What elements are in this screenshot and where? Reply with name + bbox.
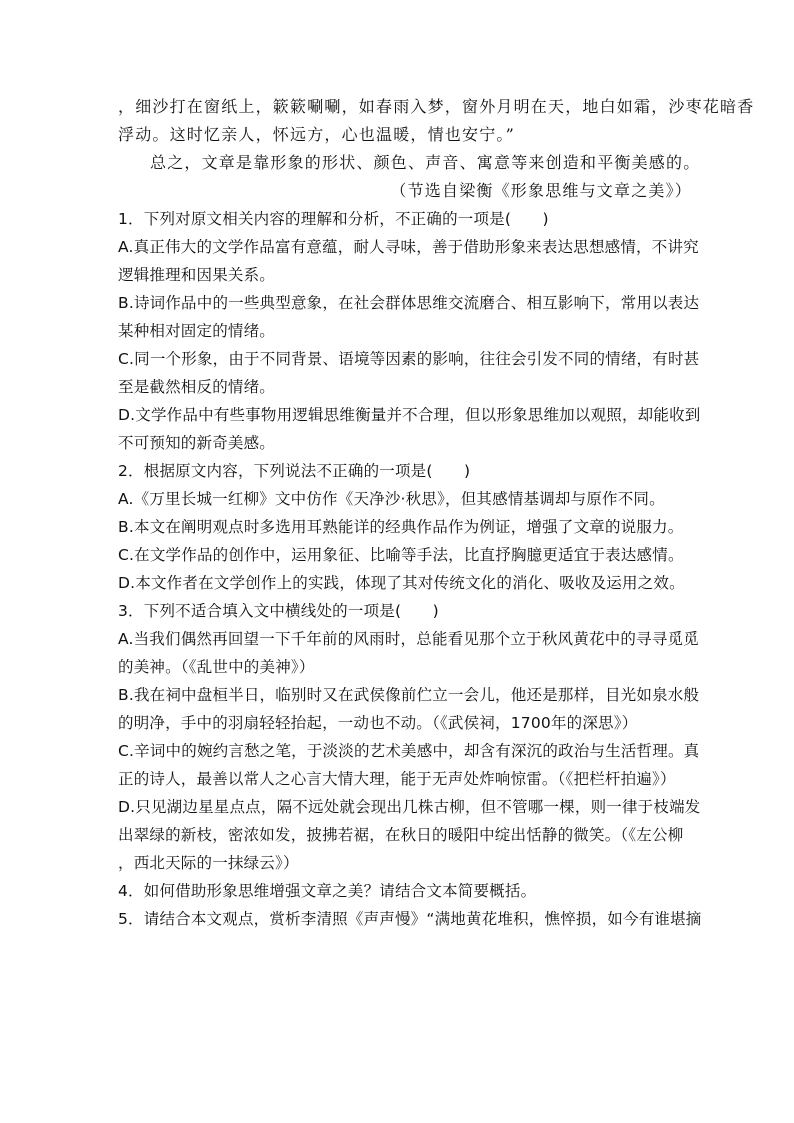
answer-option [118, 625, 699, 681]
answer-option-line: 至是截然相反的情绪。 [118, 378, 276, 396]
answer-option [118, 513, 692, 541]
answer-option-line: 某种相对固定的情绪。 [118, 322, 276, 340]
answer-option [118, 569, 692, 597]
question-stem: 4．如何借助形象思维增强文章之美？请结合文本简要概括。 [118, 882, 537, 900]
passage-conclusion: 总之，文章是靠形象的形状、颜色、声音、寓意等来创造和平衡美感的。 [150, 153, 701, 172]
answer-option-line: D.文学作品中有些事物用逻辑思维衡量并不合理，但以形象思维加以观照，却能收到 [118, 406, 701, 424]
question-list [118, 205, 702, 933]
document-content [118, 93, 755, 933]
answer-option-line: D.本文作者在文学创作上的实践，体现了其对传统文化的消化、吸收及运用之效。 [118, 574, 685, 592]
question-2 [118, 457, 692, 597]
answer-option [118, 401, 701, 457]
answer-option-line: 的美神。（《乱世中的美神》） [118, 658, 315, 676]
passage-line: ，细沙打在窗纸上，簌簌唰唰，如春雨入梦，窗外月明在天，地白如霜，沙枣花暗香 [118, 97, 755, 116]
passage-line: 浮动。这时忆亲人，怀远方，心也温暖，情也安宁。” [118, 125, 515, 144]
question-4 [118, 877, 692, 905]
answer-option [118, 289, 700, 345]
answer-option-line: 出翠绿的新枝，密浓如发，披拂若裾，在秋日的暖阳中绽出恬静的微笑。（《左公柳 [118, 826, 684, 844]
answer-option-line: C.同一个形象，由于不同背景、语境等因素的影响，往往会引发不同的情绪，有时甚 [118, 350, 700, 368]
question-stem: 2．根据原文内容，下列说法不正确的一项是( ) [118, 462, 471, 480]
answer-option-line: A.《万里长城一红柳》文中仿作《天净沙·秋思》，但其感情基调却与原作不同。 [118, 490, 665, 508]
answer-option-line: 不可预知的新奇美感。 [118, 434, 276, 452]
question-stem: 5．请结合本文观点，赏析李清照《声声慢》“满地黄花堆积，憔悴损，如今有谁堪摘 [118, 910, 702, 928]
answer-option-line: B.本文在阐明观点时多选用耳熟能详的经典作品作为例证，增强了文章的说服力。 [118, 518, 684, 536]
answer-option-line: A.当我们偶然再回望一下千年前的风雨时，总能看见那个立于秋风黄花中的寻寻觅觅 [118, 630, 699, 648]
answer-option-line: B.我在祠中盘桓半日，临别时又在武侯像前伫立一会儿，他还是那样，目光如泉水般 [118, 686, 700, 704]
answer-option [118, 233, 699, 289]
answer-option [118, 345, 700, 401]
question-stem: 1．下列对原文相关内容的理解和分析，不正确的一项是( ) [118, 210, 549, 228]
answer-option-line: B.诗词作品中的一些典型意象，在社会群体思维交流磨合、相互影响下，常用以表达 [118, 294, 700, 312]
answer-option-line: C.辛词中的婉约言愁之笔，于淡淡的艺术美感中，却含有深沉的政治与生活哲理。真 [118, 742, 700, 760]
answer-option [118, 737, 700, 793]
answer-option-line: 正的诗人，最善以常人之心言大情大理，能于无声处炸响惊雷。（《把栏杆拍遍》） [118, 770, 676, 788]
question-stem: 3．下列不适合填入文中横线处的一项是( ) [118, 602, 439, 620]
answer-option [118, 793, 701, 877]
answer-option-line: D.只见湖边星星点点，隔不远处就会现出几株古柳，但不管哪一棵，则一律于枝端发 [118, 798, 701, 816]
answer-option-line: 的明净，手中的羽扇轻轻抬起，一动也不动。（《武侯祠，1700年的深思》） [118, 714, 638, 732]
answer-option-line: ，西北天际的一抹绿云》） [118, 854, 299, 872]
question-1 [118, 205, 701, 457]
answer-option [118, 681, 700, 737]
answer-option-line: A.真正伟大的文学作品富有意蕴，耐人寻味，善于借助形象来表达思想感情，不讲究 [118, 238, 699, 256]
question-5 [118, 905, 702, 933]
question-3 [118, 597, 701, 877]
answer-option [118, 541, 692, 569]
answer-option-line: C.在文学作品的创作中，运用象征、比喻等手法，比直抒胸臆更适宜于表达感情。 [118, 546, 684, 564]
passage-source: （节选自梁衡《形象思维与文章之美》） [390, 181, 692, 200]
answer-option-line: 逻辑推理和因果关系。 [118, 266, 276, 284]
answer-option [118, 485, 692, 513]
